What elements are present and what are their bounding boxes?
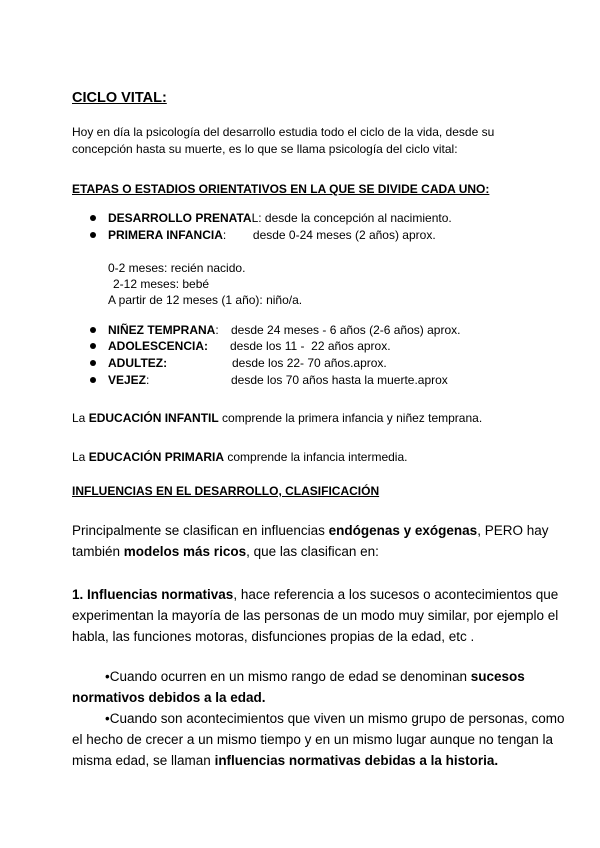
classify-line-2 [72,544,379,560]
stage-item [108,339,208,353]
primaria-bold: EDUCACIÓN PRIMARIA [88,450,225,464]
stage-label: PRIMERA INFANCIA [108,228,223,242]
sub-item: A partir de 12 meses (1 año): niño/a. [108,293,303,307]
stage-desc: desde los 22- 70 años.aprox. [232,356,387,370]
infantil-bold: EDUCACIÓN INFANTIL [88,411,219,425]
stage-label-rest: L [251,211,259,225]
stages-heading: ETAPAS O ESTADIOS ORIENTATIVOS EN LA QUE SE DIVIDE CADA UNO: [72,182,490,196]
classify-post: , que las clasifican en: [246,544,379,559]
stage-label: NIÑEZ TEMPRANA [108,323,216,337]
stage-item [108,373,149,387]
stage-sep: : [146,373,150,387]
bullet-icon [90,360,96,366]
normative-line-1 [72,587,558,603]
sub-item: 2-12 meses: bebé [113,277,210,291]
bullet-icon [90,232,96,238]
stage-desc: desde los 11 - 22 años aprox. [230,339,391,353]
normative-line-2: experimentan la mayoría de las personas de un modo muy similar, por ejemplo el [72,608,559,623]
bullet-icon [90,327,96,333]
normative-line-3: habla, las funciones motoras, disfunciones propias de la edad, etc . [72,629,475,644]
infantil-note [72,411,482,425]
stage-sep: : [215,323,219,337]
stage-label: ADULTEZ: [108,356,168,370]
normative-bold: 1. Influencias normativas [72,587,234,602]
bullet-icon [90,215,96,221]
stage-desc: desde los 70 años hasta la muerte.aprox [231,373,448,387]
stage-label: ADOLESCENCIA: [108,339,209,353]
bullet-icon [90,377,96,383]
classify-line-1 [72,523,548,539]
stage-item [108,323,219,337]
history-item-pre: misma edad, se llaman [72,753,215,768]
primaria-post: comprende la infancia intermedia. [224,450,408,464]
page-title: CICLO VITAL: [72,90,167,106]
history-item-bold: influencias normativas debidas a la historia. [214,753,499,768]
classify-post: , PERO hay [477,523,549,538]
classify-bold: endógenas y exógenas [328,523,478,538]
intro-line-2: concepción hasta su muerte, es lo que se llama psicología del ciclo vital: [72,142,458,156]
sub-item: 0-2 meses: recién nacido. [108,261,246,275]
primaria-note [72,450,407,464]
normative-post: , hace referencia a los sucesos o acontecimientos que [233,587,559,602]
classify-pre: también [72,544,124,559]
bullet-icon [90,343,96,349]
stage-item [108,228,436,242]
classify-pre: Principalmente se clasifican en influencias [72,523,329,538]
infantil-post: comprende la primera infancia y niñez temprana. [218,411,483,425]
classify-bold: modelos más ricos [123,544,247,559]
history-item-line-1: •Cuando son acontecimientos que viven un mismo grupo de personas, como [105,711,565,726]
age-item-pre: •Cuando ocurren en un mismo rango de edad se denominan [105,669,471,684]
age-item-bold-2: normativos debidos a la edad. [72,690,266,705]
history-item-line-3 [72,753,498,769]
stage-item [108,356,167,370]
intro-line-1: Hoy en día la psicología del desarrollo estudia todo el ciclo de la vida, desde su [72,125,495,139]
stage-desc: desde 24 meses - 6 años (2-6 años) aprox. [231,323,461,337]
infantil-pre: La [72,411,89,425]
primaria-pre: La [72,450,89,464]
history-item-line-2: el hecho de crecer a un mismo tiempo y en un mismo lugar aunque no tengan la [72,732,554,747]
age-item-line-1 [105,669,525,685]
stage-desc: : desde 0-24 meses (2 años) aprox. [222,228,436,242]
stage-item [108,211,452,225]
age-item-line-2 [72,690,266,706]
age-item-bold: sucesos [470,669,525,684]
stage-label: DESARROLLO PRENATA [108,211,252,225]
influences-heading: INFLUENCIAS EN EL DESARROLLO, CLASIFICACIÓN [72,484,380,498]
stage-desc: : desde la concepción al nacimiento. [258,211,452,225]
stage-label: VEJEZ [108,373,147,387]
